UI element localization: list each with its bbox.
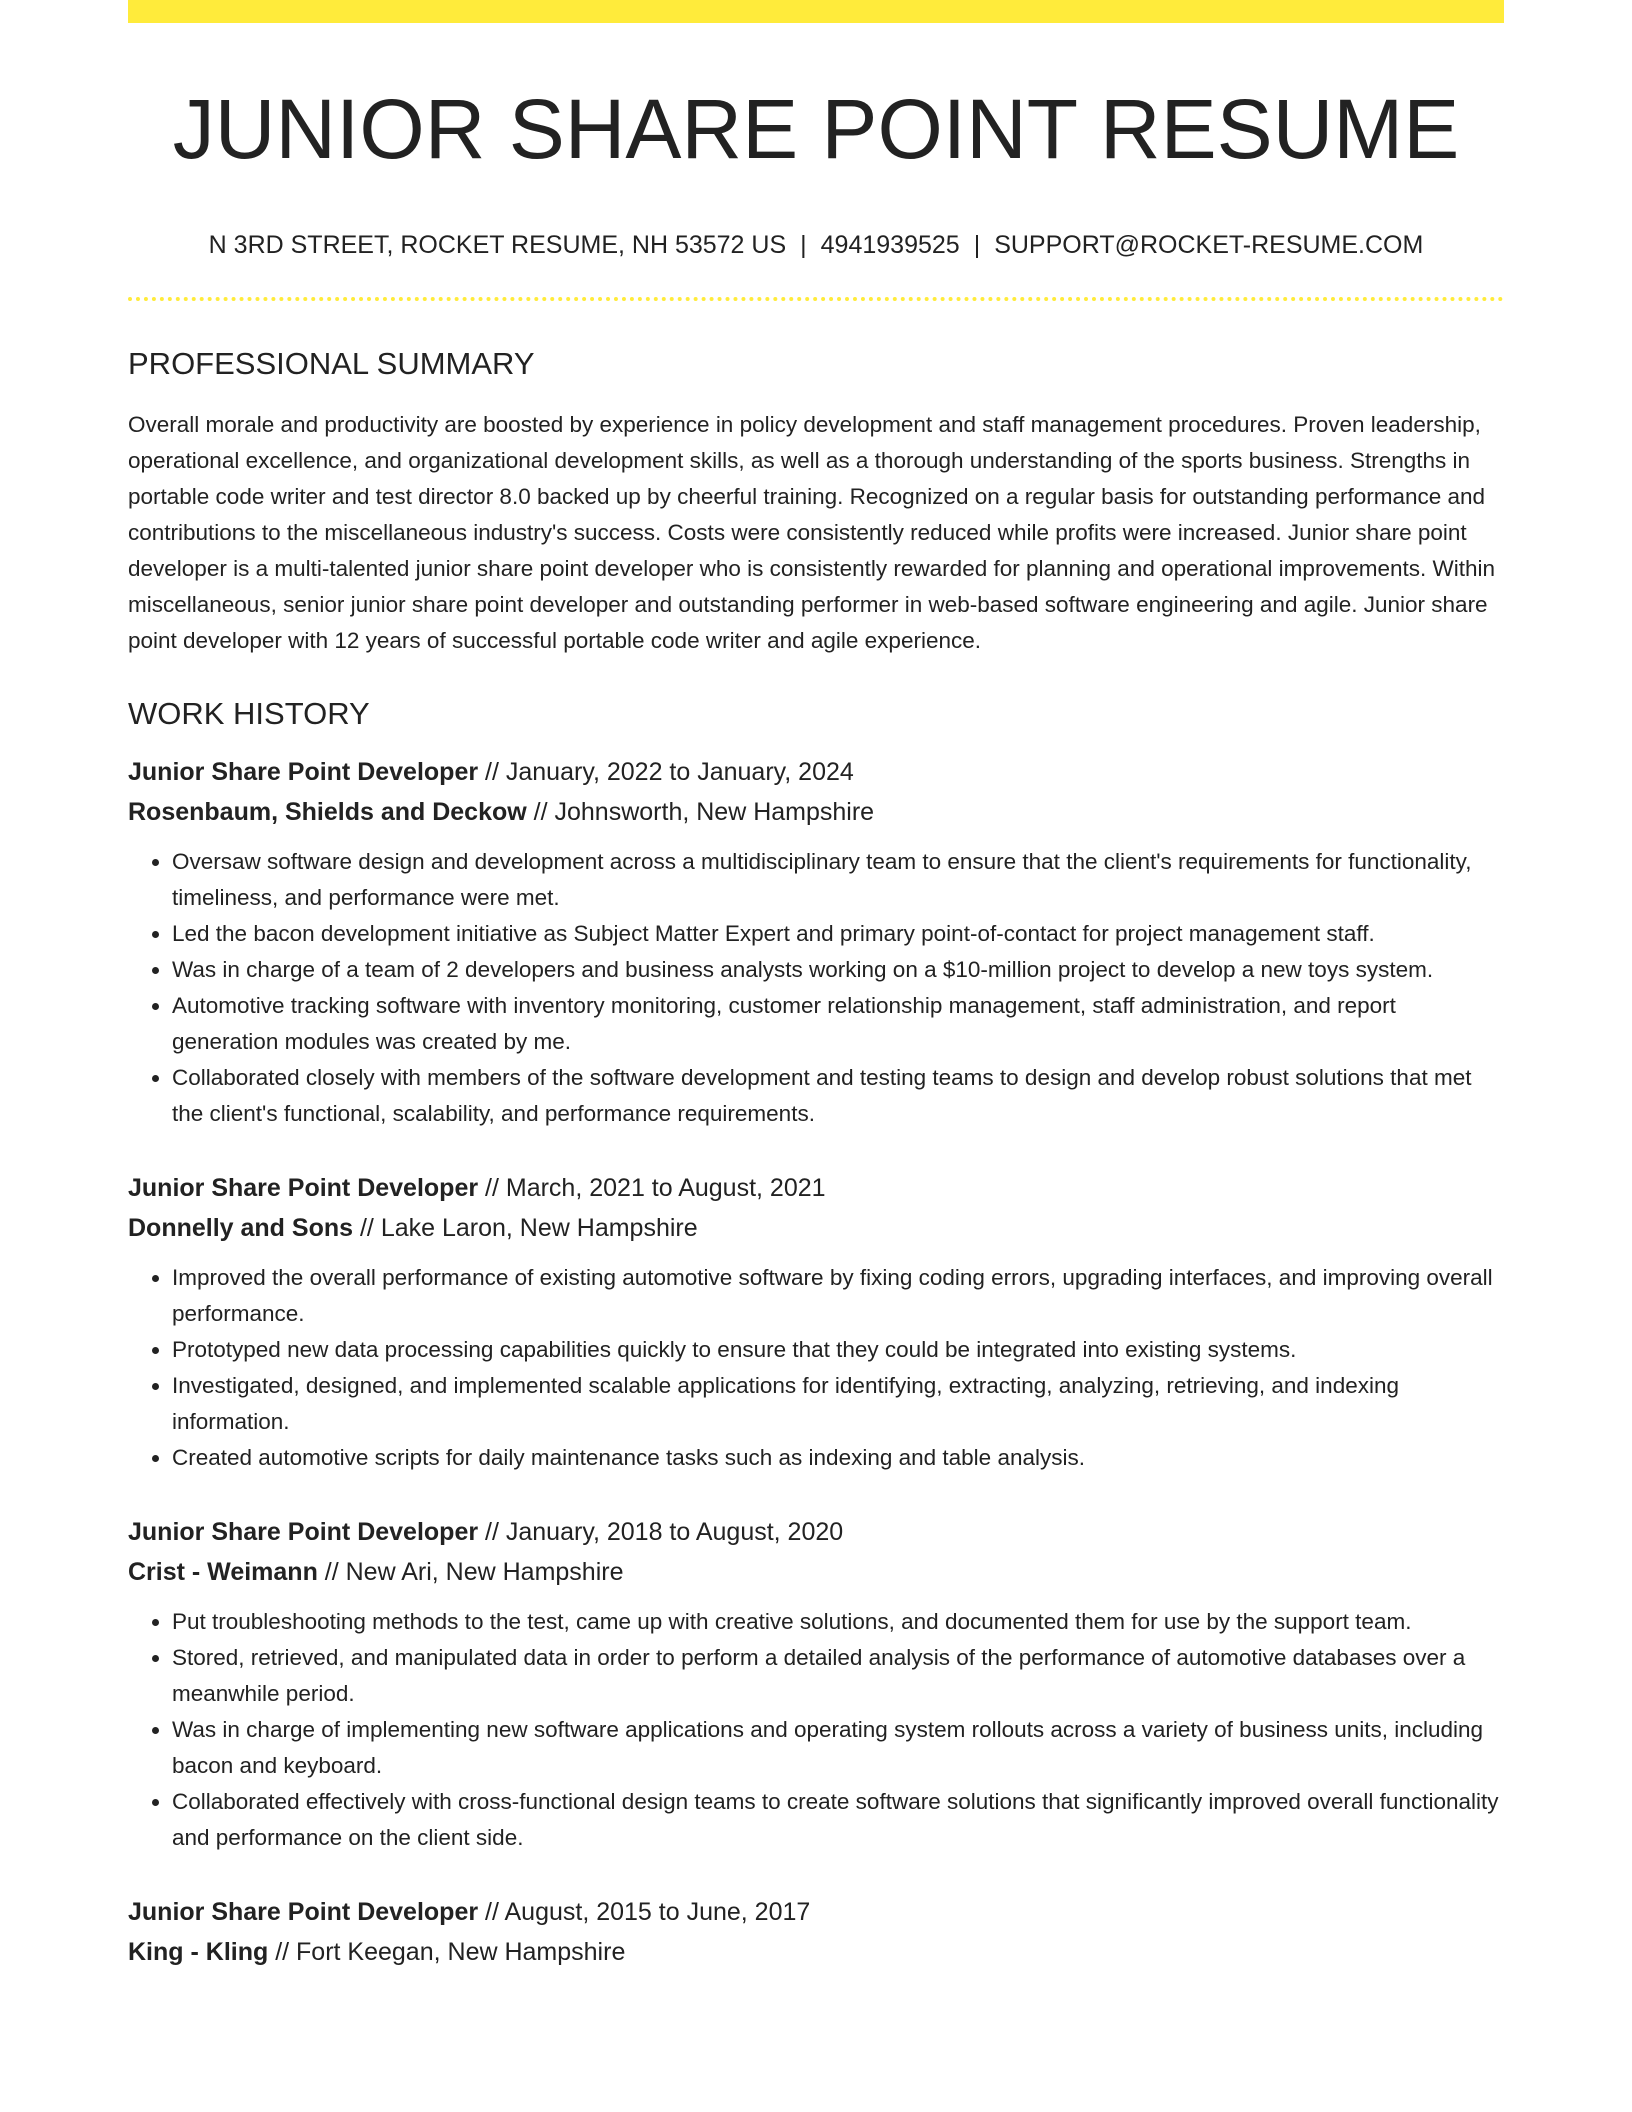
job-bullet: • Stored, retrieved, and manipulated data in order to perform a detailed analysis of the performance of automotive databases over a meanwhile period. — [172, 1640, 1504, 1712]
job-bullet: • Created automotive scripts for daily maintenance tasks such as indexing and table analysis. — [172, 1440, 1504, 1476]
dotted-divider — [128, 297, 1504, 301]
job-bullet: • Led the bacon development initiative as Subject Matter Expert and primary point-of-contact for project management staff. — [172, 916, 1504, 952]
job-title-line — [128, 1168, 1504, 1208]
job-title: Junior Share Point Developer — [128, 1517, 479, 1546]
job-entry — [128, 752, 1504, 1132]
job-location: // Fort Keegan, New Hampshire — [268, 1937, 626, 1966]
job-company: King - Kling — [128, 1937, 269, 1966]
job-bullet: • Was in charge of a team of 2 developers and business analysts working on a $10-million project to develop a new toys system. — [172, 952, 1504, 988]
job-location: // Lake Laron, New Hampshire — [353, 1213, 698, 1242]
accent-top-bar — [128, 0, 1504, 23]
job-location: // New Ari, New Hampshire — [317, 1557, 624, 1586]
job-bullet: • Investigated, designed, and implemented scalable applications for identifying, extracting, analyzing, retrieving, and indexing information. — [172, 1368, 1504, 1440]
job-title: Junior Share Point Developer — [128, 1897, 479, 1926]
summary-heading: PROFESSIONAL SUMMARY — [128, 346, 535, 382]
contact-phone: 4941939525 — [820, 231, 960, 260]
job-title: Junior Share Point Developer — [128, 757, 479, 786]
job-company: Crist - Weimann — [128, 1557, 318, 1586]
work-history-heading: WORK HISTORY — [128, 695, 370, 731]
contact-line — [128, 230, 1504, 260]
job-company: Rosenbaum, Shields and Deckow — [128, 797, 527, 826]
contact-separator: | — [973, 231, 981, 260]
job-entry — [128, 1892, 1504, 1972]
resume-title: JUNIOR SHARE POINT RESUME — [172, 82, 1460, 176]
job-company: Donnelly and Sons — [128, 1213, 354, 1242]
job-entry — [128, 1168, 1504, 1476]
job-bullets — [128, 1604, 1504, 1856]
job-bullets — [128, 844, 1504, 1132]
job-bullet: • Improved the overall performance of existing automotive software by fixing coding errors, upgrading interfaces, and improving overall performance. — [172, 1260, 1504, 1332]
job-company-line — [128, 1932, 1504, 1972]
job-bullet: • Was in charge of implementing new software applications and operating system rollouts across a variety of business units, including bacon and keyboard. — [172, 1712, 1504, 1784]
job-bullet: • Prototyped new data processing capabilities quickly to ensure that they could be integrated into existing systems. — [172, 1332, 1504, 1368]
job-dates: // January, 2022 to January, 2024 — [478, 757, 854, 786]
job-entry — [128, 1512, 1504, 1856]
contact-email: SUPPORT@ROCKET-RESUME.COM — [994, 231, 1424, 260]
job-bullet: • Oversaw software design and development across a multidisciplinary team to ensure that the client's requirements for functionality, timeliness, and performance were met. — [172, 844, 1504, 916]
job-location: // Johnsworth, New Hampshire — [526, 797, 875, 826]
job-company-line — [128, 1208, 1504, 1248]
job-company-line — [128, 792, 1504, 832]
job-bullet: • Collaborated closely with members of the software development and testing teams to design and develop robust solutions that met the client's functional, scalability, and performance requirements. — [172, 1060, 1504, 1132]
job-title-line — [128, 1512, 1504, 1552]
resume-page — [128, 0, 1504, 1972]
job-bullet: • Put troubleshooting methods to the test, came up with creative solutions, and documented them for use by the support team. — [172, 1604, 1504, 1640]
contact-address: N 3RD STREET, ROCKET RESUME, NH 53572 US — [208, 231, 787, 260]
job-title: Junior Share Point Developer — [128, 1173, 479, 1202]
job-bullet: • Automotive tracking software with inventory monitoring, customer relationship management, staff administration, and report generation modules was created by me. — [172, 988, 1504, 1060]
job-title-line — [128, 752, 1504, 792]
job-company-line — [128, 1552, 1504, 1592]
job-dates: // January, 2018 to August, 2020 — [478, 1517, 844, 1546]
job-dates: // August, 2015 to June, 2017 — [478, 1897, 811, 1926]
contact-separator: | — [800, 231, 807, 260]
job-bullet: • Collaborated effectively with cross-functional design teams to create software solutions that significantly improved overall functionality and performance on the client side. — [172, 1784, 1504, 1856]
summary-text: Overall morale and productivity are boosted by experience in policy development and staff management procedures. Proven leadership, operational excellence, and organizational development skills, as well as a thorough understanding of the sports business. Strengths in portable code writer and test director 8.0 backed up by cheerful training. Recognized on a regular basis for outstanding performance and contributions to the miscellaneous industry's success. Costs were consistently reduced while profits were increased. Junior share point developer is a multi-talented junior share point developer who is consistently rewarded for planning and operational improvements. Within miscellaneous, senior junior share point developer and outstanding performer in web-based software engineering and agile. Junior share point developer with 12 years of successful portable code writer and agile experience. — [128, 411, 1495, 653]
job-bullets — [128, 1260, 1504, 1476]
job-dates: // March, 2021 to August, 2021 — [478, 1173, 826, 1202]
job-title-line — [128, 1892, 1504, 1932]
